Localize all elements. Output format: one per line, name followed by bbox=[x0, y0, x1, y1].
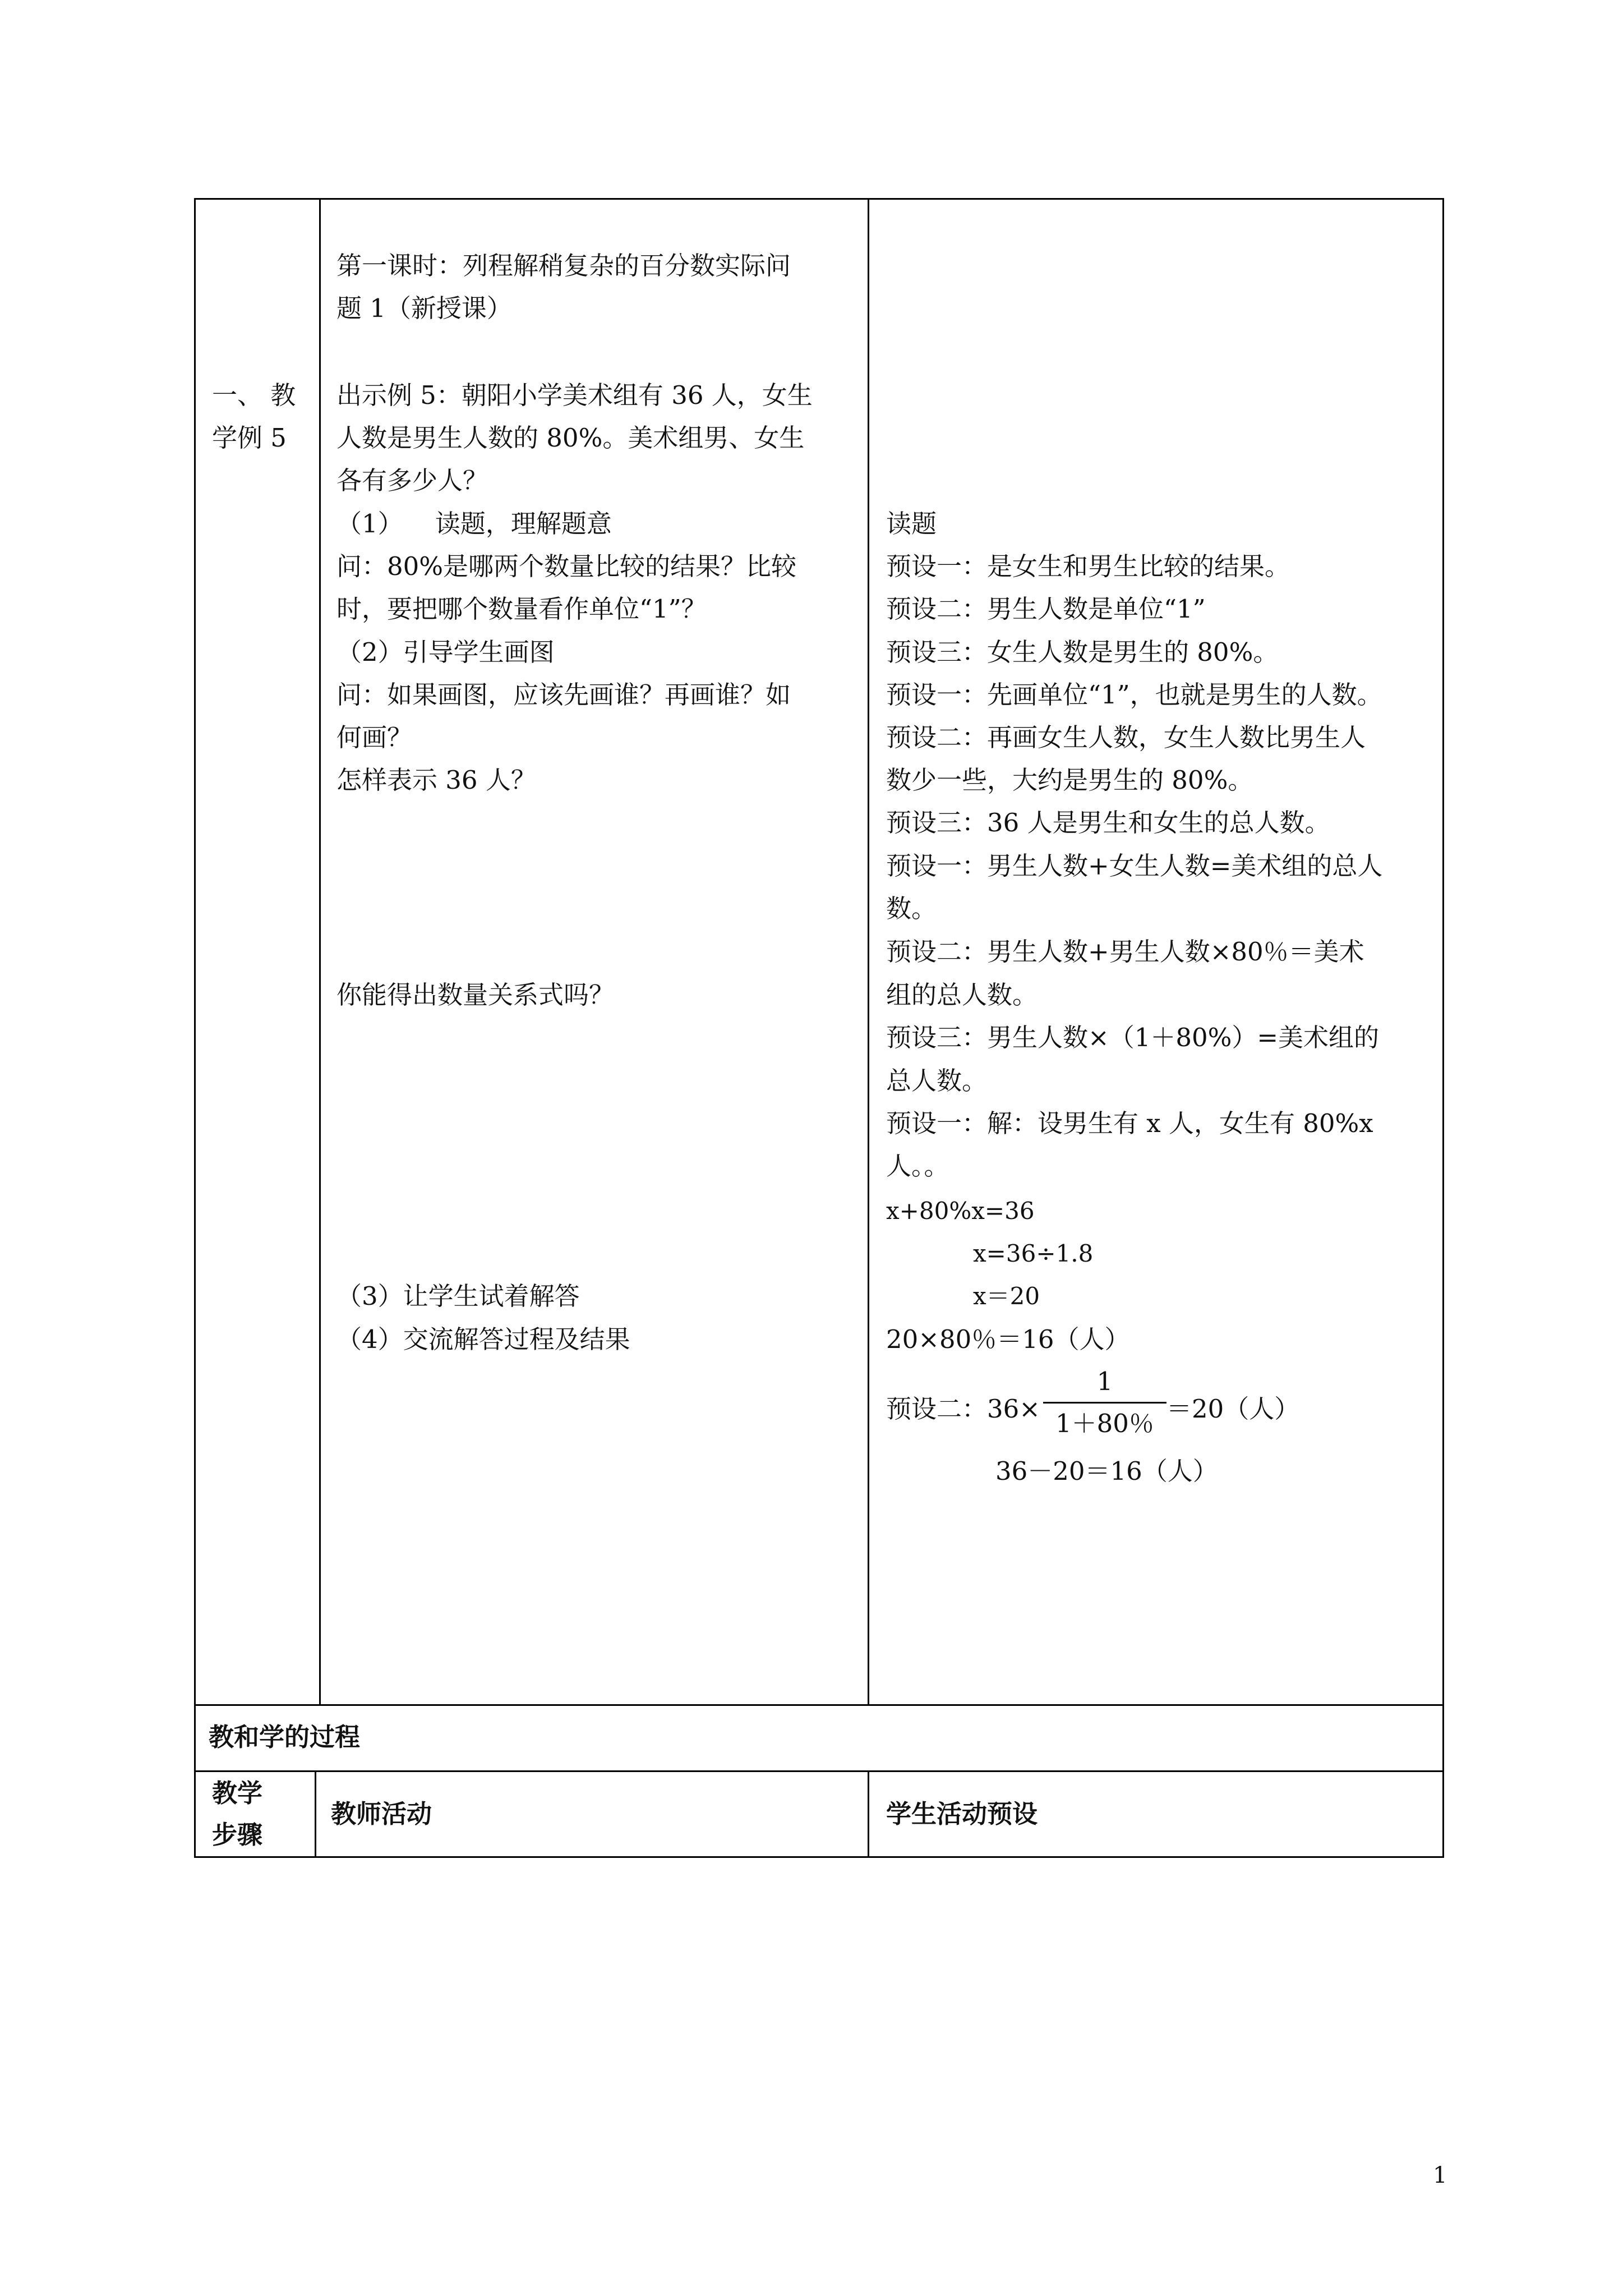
teacher-step-line: 问：80%是哪两个数量比较的结果？比较 bbox=[336, 551, 797, 581]
relation-question: 你能得出数量关系式吗？ bbox=[336, 980, 615, 1010]
student-line: 预设二：男生人数是单位“1” bbox=[886, 594, 1206, 624]
header-teacher-divider bbox=[868, 1770, 869, 1858]
fraction-numerator: 1 bbox=[1096, 1366, 1113, 1396]
header-step-line1: 教学 bbox=[212, 1778, 263, 1808]
teacher-step-line: 时，要把哪个数量看作单位“1”？ bbox=[336, 594, 707, 624]
solve-step-line: （3）让学生试着解答 bbox=[336, 1281, 580, 1311]
student-line: 预设一：解：设男生有 x 人，女生有 80%x bbox=[886, 1108, 1373, 1138]
student-line: 预设三：女生人数是男生的 80%。 bbox=[886, 637, 1279, 667]
method2-suffix: ＝20（人） bbox=[1166, 1394, 1300, 1424]
teacher-column-divider bbox=[868, 198, 869, 1706]
lesson-title-line1: 第一课时：列程解稍复杂的百分数实际问 bbox=[336, 251, 791, 280]
example-line: 人数是男生人数的 80%。美术组男、女生 bbox=[336, 423, 805, 453]
teacher-step-line: （1） 读题，理解题意 bbox=[336, 509, 612, 539]
header-step-line2: 步骤 bbox=[212, 1820, 263, 1849]
header-step-divider bbox=[315, 1770, 316, 1858]
teacher-step-line: （2）引导学生画图 bbox=[336, 637, 555, 667]
equation-line: x＝20 bbox=[973, 1282, 1040, 1310]
student-line: 总人数。 bbox=[886, 1066, 988, 1096]
teacher-step-line: 问：如果画图，应该先画谁？再画谁？如 bbox=[336, 680, 791, 710]
student-line: 预设三：男生人数×（1＋80%）=美术组的 bbox=[886, 1023, 1380, 1052]
process-top-border bbox=[194, 1704, 1444, 1706]
lesson-title-line2: 题 1（新授课） bbox=[336, 293, 512, 323]
process-header: 教和学的过程 bbox=[209, 1722, 361, 1752]
student-line: 数。 bbox=[886, 894, 937, 923]
student-line: 预设二：再画女生人数，女生人数比男生人 bbox=[886, 723, 1366, 752]
table-left-border bbox=[194, 198, 196, 1858]
header-top-border bbox=[194, 1770, 1444, 1772]
teacher-step-line: 怎样表示 36 人？ bbox=[336, 765, 536, 795]
student-line: 预设一：先画单位“1”，也就是男生的人数。 bbox=[886, 680, 1382, 710]
student-line: 读题 bbox=[886, 509, 937, 539]
table-right-border bbox=[1442, 198, 1444, 1858]
table-top-border bbox=[194, 198, 1444, 200]
example-line: 出示例 5：朝阳小学美术组有 36 人，女生 bbox=[336, 380, 813, 410]
teacher-step-line: 何画？ bbox=[336, 723, 413, 752]
example-line: 各有多少人？ bbox=[336, 466, 488, 495]
header-student: 学生活动预设 bbox=[886, 1799, 1038, 1829]
student-line: 数少一些，大约是男生的 80%。 bbox=[886, 765, 1253, 795]
equation-line: 20×80％＝16（人） bbox=[886, 1324, 1130, 1354]
method2-prefix: 预设二：36× bbox=[886, 1394, 1040, 1424]
student-line: 预设三：36 人是男生和女生的总人数。 bbox=[886, 808, 1330, 838]
student-line: 预设二：男生人数+男生人数×80％＝美术 bbox=[886, 937, 1364, 967]
equation-line: x+80%x=36 bbox=[886, 1197, 1035, 1225]
student-line: 预设一：男生人数+女生人数=美术组的总人 bbox=[886, 851, 1383, 881]
header-teacher: 教师活动 bbox=[331, 1799, 432, 1829]
step-label-line2: 学例 5 bbox=[212, 423, 287, 453]
student-line: 组的总人数。 bbox=[886, 980, 1038, 1010]
step-column-divider bbox=[319, 198, 321, 1706]
solve-step-line: （4）交流解答过程及结果 bbox=[336, 1324, 630, 1354]
equation-line: x=36÷1.8 bbox=[973, 1240, 1094, 1267]
student-line: 预设一：是女生和男生比较的结果。 bbox=[886, 551, 1290, 581]
method2-line2: 36－20＝16（人） bbox=[995, 1456, 1218, 1486]
student-line: 人。。 bbox=[886, 1151, 949, 1181]
fraction-bar bbox=[1043, 1402, 1166, 1404]
page-number: 1 bbox=[1433, 2162, 1447, 2188]
fraction-denominator: 1＋80％ bbox=[1055, 1409, 1154, 1438]
step-label-line1: 一、 教 bbox=[212, 380, 296, 410]
table-bottom-border bbox=[194, 1856, 1444, 1858]
